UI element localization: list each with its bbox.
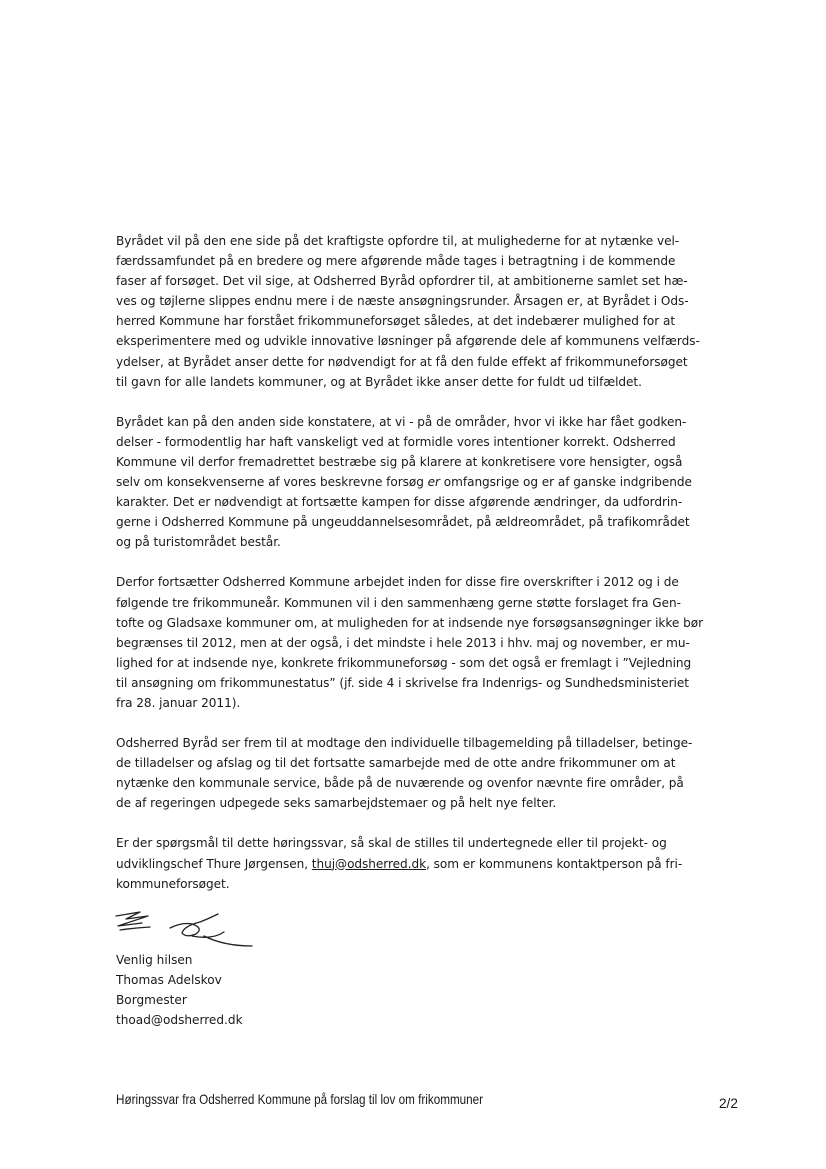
page-number: 2/2 xyxy=(719,1096,738,1111)
paragraph-1: Byrådet vil på den ene side på det kraftigste opfordre til, at mulighederne for at nytænke vel- færdssamfundet på en bredere og mere afgørende måde tages i betragtning i de kommende faser af forsøget. Det vil sige, at Odsherred Byråd opfordrer til, at ambitionerne samlet set hæ- ves og tøjlerne slippes endnu mere i de næste ansøgningsrunder. Årsagen er, at Byrådet i Ods- herred Kommune har forstået frikommuneforsøget således, at det indebærer mulighed for at eksperimentere med og udvikle innovative løsninger på afgørende dele af kommunens velfærds- ydelser, at Byrådet anser dette for nødvendigt for at få den fulde effekt af frikommuneforsøget til gavn for alle landets kommuner, og at Byrådet ikke anser dette for fuldt ud tilfældet. xyxy=(116,234,700,389)
handwritten-signature xyxy=(112,906,262,954)
footer-title: Høringssvar fra Odsherred Kommune på forslag til lov om frikommuner xyxy=(116,1092,484,1107)
paragraph-5-text-a: Er der spørgsmål til dette høringssvar, så skal de stilles til undertegnede eller til projekt- og udviklingschef Thure Jørgensen, xyxy=(116,836,667,871)
paragraph-5-text-b: , som er kommunens kontaktperson på fri- kommuneforsøget. xyxy=(116,856,683,891)
paragraph-2 xyxy=(116,412,716,553)
paragraph-3: Derfor fortsætter Odsherred Kommune arbejdet inden for disse fire overskrifter i 2012 og i de følgende tre frikommuneår. Kommunen vil i den sammenhæng gerne støtte forslaget fra Gen- tofte og Gladsaxe kommuner om, at muligheden for at indsende nye forsøgsansøgninger ikke bør begrænses til 2012, men at der også, i det mindste i hele 2013 i hhv. maj og november, er mu- lighed for at indsende nye, konkrete frikommuneforsøg - som det også er fremlagt i ”Vejledning til ansøgning om frikommunestatus” (jf. side 4 i skrivelse fra Indenrigs- og Sundhedsministeriet fra 28. januar 2011). xyxy=(116,575,703,710)
contact-email-link[interactable]: thuj@odsherred.dk xyxy=(311,856,427,871)
paragraph-4: Odsherred Byråd ser frem til at modtage den individuelle tilbagemelding på tilladelser, betinge- de tilladelser og afslag og til det fortsatte samarbejde med de otte andre frikommuner om at nytænke den kommunale service, både på de nuværende og ovenfor nævnte fire områder, på de af regeringen udpegede seks samarbejdstemaer og på helt nye felter. xyxy=(116,736,693,811)
signer-role: Borgmester xyxy=(116,993,187,1008)
signer-name: Thomas Adelskov xyxy=(116,973,222,988)
closing-block xyxy=(116,950,243,1030)
paragraph-2-text-b: omfangsrige og er af ganske indgribende karakter. Det er nødvendigt at fortsætte kampen for disse afgørende ændringer, da udfordrin- gerne i Odsherred Kommune på ungeuddannelsesområdet, på ældreområdet, på trafikområdet og på turistområdet består. xyxy=(116,475,692,550)
paragraph-2-text-a: Byrådet kan på den anden side konstatere, at vi - på de områder, hvor vi ikke har fået godken- delser - formodentlig har haft vanskeligt ved at formidle vores intentioner korrekt. Odsherred Kommune vil derfor fremadrettet bestræbe sig på klarere at konkretisere vore hensigter, også selv om konsekvenserne af vores beskrevne forsøg xyxy=(116,414,687,490)
closing-greeting: Venlig hilsen xyxy=(116,953,193,967)
letter-body xyxy=(116,231,716,914)
paragraph-5 xyxy=(116,833,716,893)
paragraph-2-emphasis: er xyxy=(427,475,440,490)
signer-email: thoad@odsherred.dk xyxy=(116,1013,243,1028)
